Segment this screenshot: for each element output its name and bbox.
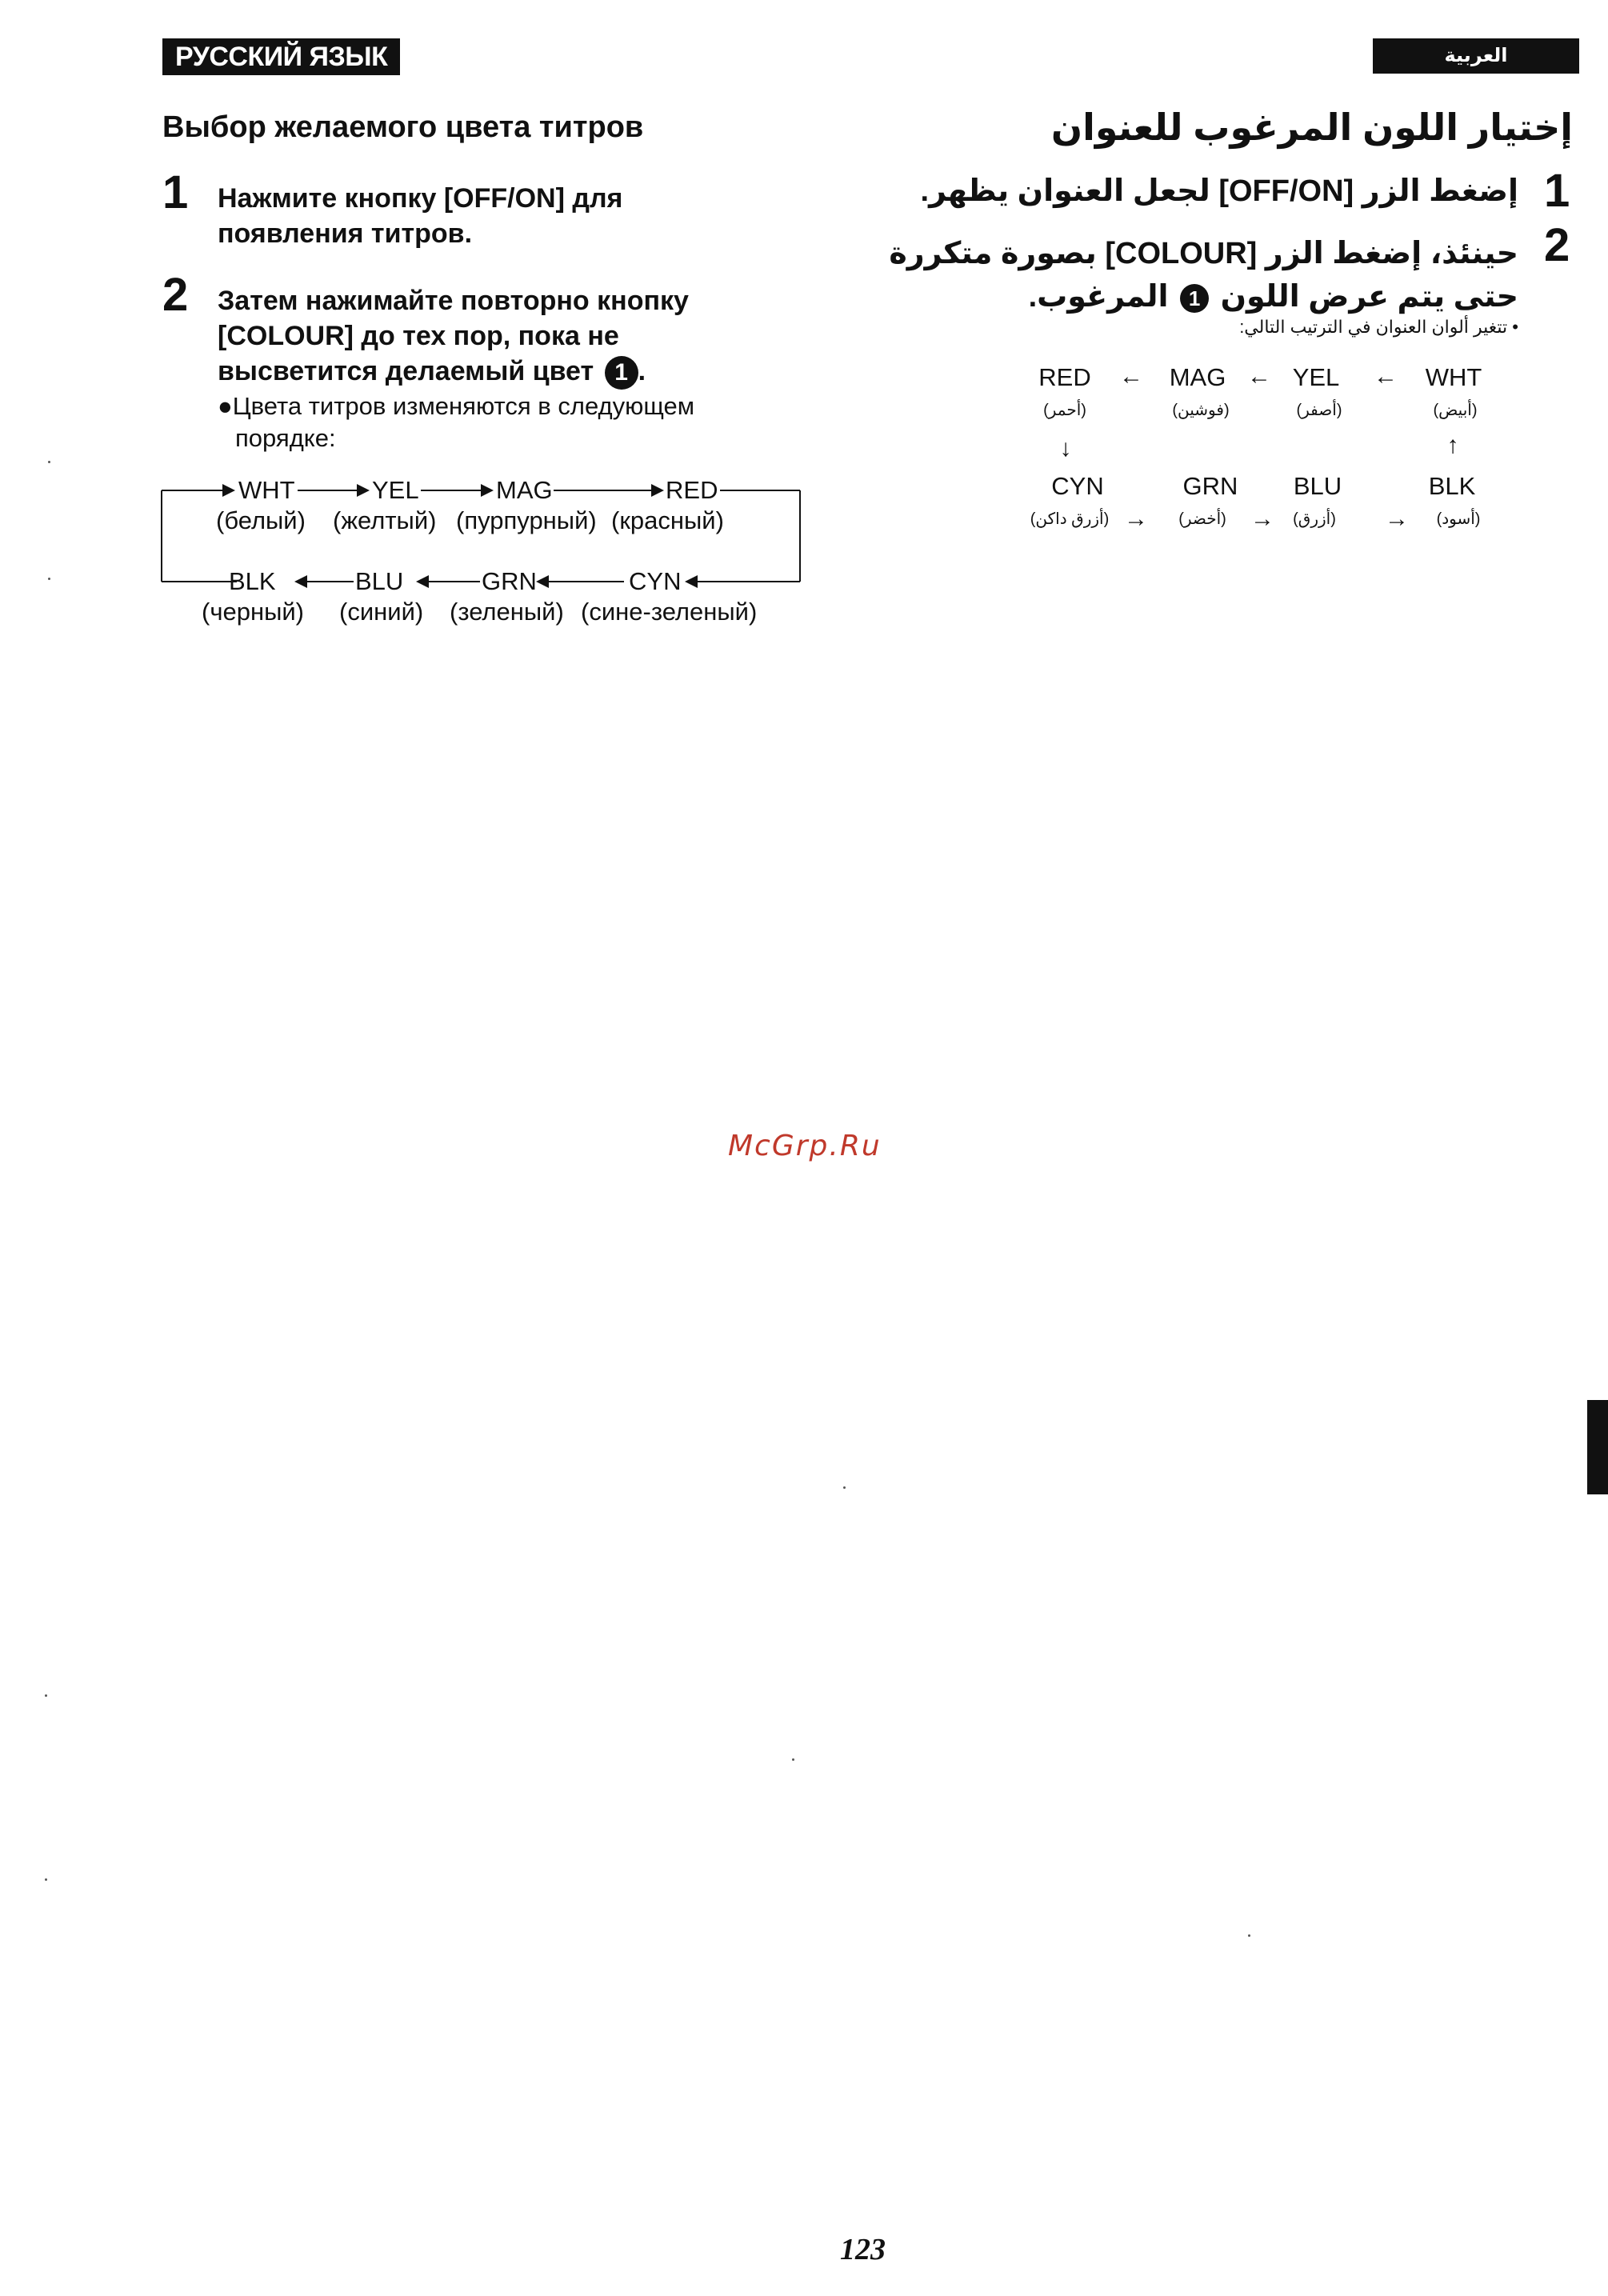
ru-diagram-blu-name: (синий) [339, 598, 424, 626]
arrow-left-icon: ← [1119, 363, 1143, 390]
scan-speck [48, 461, 50, 463]
ru-diagram-mag-name: (пурпурный) [456, 506, 597, 534]
ar-step-2-line-1: حينئذ، إضغط الزر [COLOUR] بصورة متكررة [889, 237, 1518, 270]
ru-step-2-line-3 [218, 354, 689, 390]
ar-step-2-number: 2 [1544, 219, 1570, 271]
ru-diagram-red-name: (красный) [611, 506, 724, 534]
ru-diagram-grn: GRN [482, 567, 537, 595]
ru-diagram-grn-name: (зеленый) [450, 598, 564, 626]
ar-diagram-wht-name: (أبيض) [1433, 402, 1478, 419]
ru-diagram-wht: WHT [238, 476, 295, 504]
ar-diagram-yel-name: (أصفر) [1296, 402, 1342, 419]
watermark: McGrp.Ru [728, 1130, 882, 1162]
side-thumb-tab [1587, 1400, 1608, 1494]
scan-speck [45, 1878, 47, 1881]
ar-diagram-cyn: CYN [1051, 472, 1104, 500]
arrow-down-icon: ↓ [1059, 435, 1072, 462]
ru-diagram-cyn: CYN [629, 567, 682, 595]
ar-circled-number-1-icon: 1 [1180, 284, 1209, 313]
ru-step-1-text [218, 181, 622, 251]
ar-note: • تتغير ألوان العنوان في الترتيب التالي: [1239, 317, 1518, 337]
ru-step-2-period: . [638, 356, 646, 386]
ar-diagram-grn-name: (أخضر) [1178, 510, 1226, 528]
ar-diagram-mag-name: (فوشين) [1172, 402, 1230, 419]
ru-note-line-2: порядке: [235, 424, 336, 452]
ru-step-2-line-2: [COLOUR] до тех пор, пока не [218, 321, 619, 351]
ru-note-line-1: ●Цвета титров изменяются в следующем [218, 392, 695, 420]
ar-diagram-red: RED [1038, 363, 1091, 391]
ru-diagram-red: RED [666, 476, 718, 504]
scan-speck [48, 578, 50, 580]
ar-diagram-blu: BLU [1293, 472, 1342, 500]
ru-diagram-mag: MAG [496, 476, 553, 504]
ar-step-2-line-2b: المرغوب. [1028, 280, 1169, 314]
ru-diagram-yel-name: (желтый) [333, 506, 437, 534]
page-number: 123 [840, 2233, 886, 2266]
ru-step-2-number: 2 [162, 269, 189, 321]
language-tab-arabic: العربية [1373, 38, 1579, 74]
ar-diagram-blu-name: (أزرق) [1293, 510, 1336, 528]
arrow-up-icon: ↑ [1446, 432, 1459, 458]
ar-step-2-line-2a: حتى يتم عرض اللون [1220, 280, 1518, 314]
ru-step-1-line-1: Нажмите кнопку [OFF/ON] для [218, 183, 623, 214]
ru-step-1-number: 1 [162, 166, 189, 218]
ru-diagram-yel: YEL [372, 476, 419, 504]
ru-diagram-blk: BLK [229, 567, 276, 595]
ar-step-2-line-2 [830, 275, 1518, 318]
ar-diagram-yel: YEL [1292, 363, 1340, 391]
ar-step-1-number: 1 [1544, 165, 1570, 217]
ar-step-2-text [830, 232, 1518, 318]
ar-diagram-red-name: (أحمر) [1043, 402, 1086, 419]
ar-diagram-blk-name: (أسود) [1436, 510, 1481, 528]
section-title-russian: Выбор желаемого цвета титров [162, 110, 644, 144]
ru-step-1-line-2: появления титров. [218, 218, 473, 249]
ru-step-2-text [218, 283, 689, 390]
scan-speck [1248, 1934, 1250, 1937]
circled-number-1-icon: 1 [605, 356, 638, 390]
scan-speck [843, 1486, 846, 1489]
ru-note [218, 390, 694, 454]
section-title-arabic: إختيار اللون المرغوب للعنوان [1050, 106, 1573, 148]
ru-step-2-line-1: Затем нажимайте повторно кнопку [218, 286, 689, 316]
scan-speck [792, 1758, 794, 1761]
ar-diagram-wht: WHT [1425, 363, 1482, 391]
language-tab-russian: РУССКИЙ ЯЗЫК [162, 38, 400, 75]
ru-diagram-cyn-name: (сине-зеленый) [581, 598, 758, 626]
ar-diagram-mag: MAG [1169, 363, 1226, 391]
ar-diagram-cyn-name: (أزرق داكن) [1030, 510, 1110, 528]
arrow-right-icon: → [1250, 506, 1274, 532]
ru-diagram-blk-name: (черный) [202, 598, 304, 626]
ar-diagram-blk: BLK [1428, 472, 1476, 500]
ar-diagram-grn: GRN [1182, 472, 1238, 500]
ru-step-2-line-3-text: высветится делаемый цвет [218, 356, 594, 386]
ru-diagram-blu: BLU [355, 567, 404, 595]
ru-diagram-wht-name: (белый) [216, 506, 306, 534]
ar-step-1-text: إضغط الزر [OFF/ON] لجعل العنوان يظهر. [920, 174, 1518, 208]
arrow-left-icon: ← [1374, 363, 1398, 390]
arrow-right-icon: → [1385, 506, 1409, 532]
scan-speck [45, 1694, 47, 1697]
arrow-right-icon: → [1124, 506, 1148, 532]
arrow-left-icon: ← [1247, 363, 1271, 390]
